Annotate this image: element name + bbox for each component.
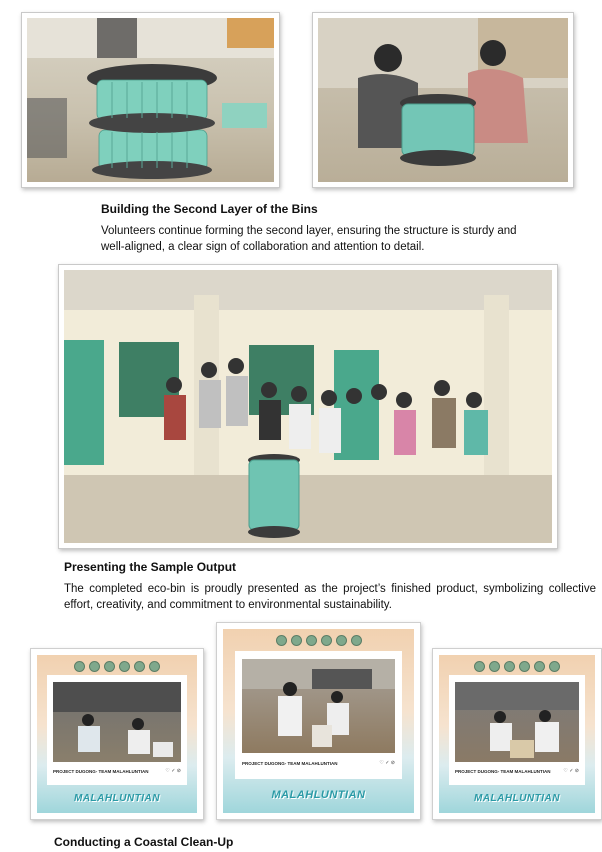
project-title: PROJECT DUGONG- TEAM MALAHLUNTIAN: [242, 761, 338, 766]
brand-wordmark: MALAHLUNTIAN: [271, 789, 366, 801]
project-title: PROJECT DUGONG- TEAM MALAHLUNTIAN: [53, 769, 149, 774]
cleanup-frame-2: [216, 622, 421, 820]
hashtag-mark: ♡ ✓ ⊘: [563, 768, 579, 774]
caption-second-layer: Building the Second Layer of the Bins: [101, 202, 318, 216]
project-title: PROJECT DUGONG- TEAM MALAHLUNTIAN: [455, 769, 551, 774]
description-second-layer: Volunteers continue forming the second layer, ensuring the structure is sturdy and well-aligned, a clear sign of collaboration and attention to detail.: [101, 225, 517, 253]
caption-coastal-cleanup: Conducting a Coastal Clean-Up: [54, 835, 234, 849]
cleanup-frame-1: [30, 648, 204, 820]
cleanup-photo-2: [242, 659, 395, 753]
photo-volunteers-building: [312, 12, 574, 188]
brand-wordmark: MALAHLUNTIAN: [474, 793, 560, 804]
caption-sample-output: Presenting the Sample Output: [64, 560, 237, 574]
hashtag-mark: ♡ ✓ ⊘: [165, 768, 181, 774]
photo-group-sample-output: [58, 264, 558, 549]
brand-wordmark: MALAHLUNTIAN: [74, 793, 160, 804]
bin-illustration: [27, 18, 274, 182]
cleanup-frame-3: [432, 648, 602, 820]
cleanup-photo-3: [455, 682, 579, 762]
hashtag-mark: ♡ ✓ ⊘: [379, 760, 395, 766]
photo-tire-bottle-bin: [21, 12, 280, 188]
cleanup-photo-1: [53, 682, 181, 762]
volunteers-illustration: [318, 18, 568, 182]
partner-logos: [223, 633, 414, 645]
group-illustration: [64, 270, 552, 543]
description-sample-output: The completed eco-bin is proudly presented as the project’s finished product, symbolizing collective effort, creativity, and commitment to environmental sustainability.: [64, 583, 596, 611]
partner-logos: [37, 659, 197, 671]
partner-logos: [439, 659, 595, 671]
